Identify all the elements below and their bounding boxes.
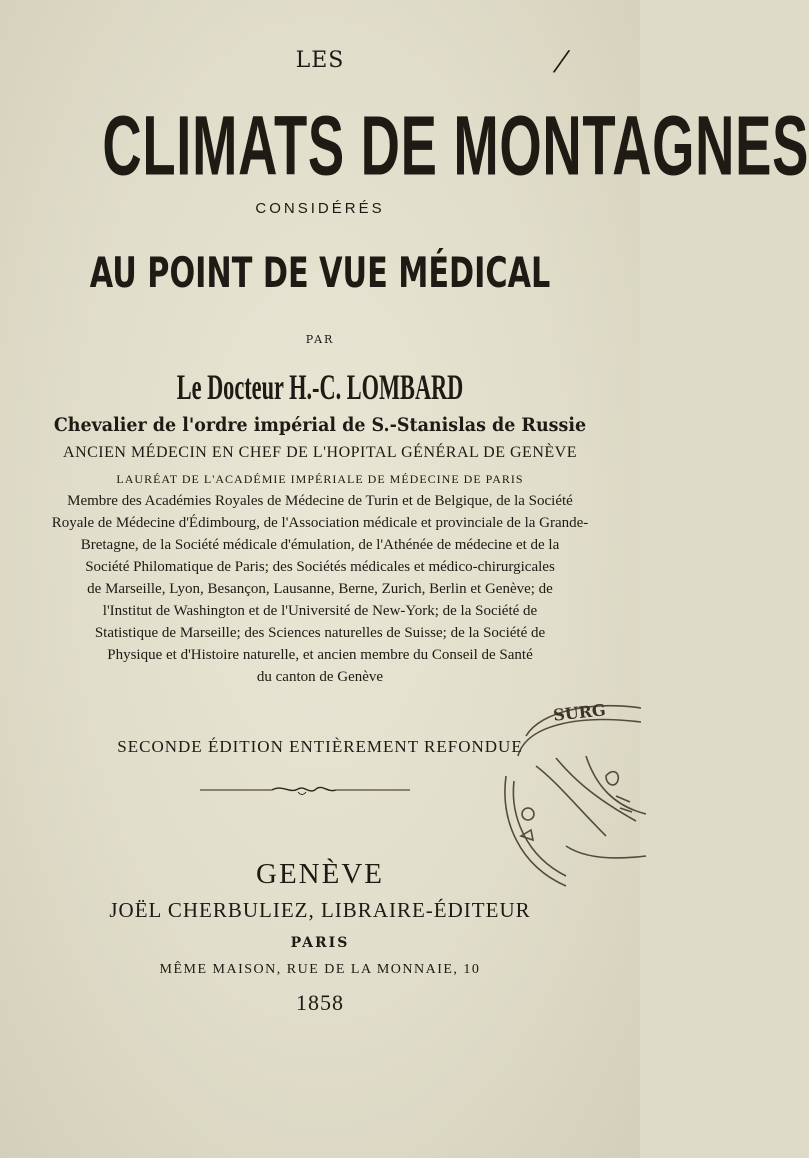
publication-year: 1858 bbox=[296, 990, 344, 1015]
edition-statement: SECONDE ÉDITION ENTIÈREMENT REFONDUE bbox=[117, 737, 523, 756]
publisher: JOËL CHERBULIEZ, LIBRAIRE-ÉDITEUR bbox=[109, 898, 531, 922]
membership-line: Statistique de Marseille; des Sciences naturelles de Suisse; de la Société de bbox=[94, 625, 546, 641]
publication-city-paris: PARIS bbox=[290, 935, 350, 951]
membership-line: l'Institut de Washington et de l'Université de New-York; de la Société de bbox=[102, 603, 538, 619]
author-honor-hospital: ANCIEN MÉDECIN EN CHEF DE L'HOPITAL GÉNÉRAL DE GENÈVE bbox=[63, 444, 577, 461]
author-honor-chevalier: Chevalier de l'ordre impérial de S.-Stanislas de Russie bbox=[53, 414, 587, 436]
author-honor-academy: LAURÉAT DE L'ACADÉMIE IMPÉRIALE DE MÉDECINE DE PARIS bbox=[116, 472, 524, 486]
title-considered: CONSIDÉRÉS bbox=[255, 200, 385, 217]
title-article: LES bbox=[295, 48, 345, 73]
library-stamp-icon bbox=[496, 696, 646, 886]
membership-line: Société Philomatique de Paris; des Sociétés médicales et médico-chirurgicales bbox=[85, 559, 555, 575]
membership-line: du canton de Genève bbox=[256, 669, 384, 685]
membership-line: Physique et d'Histoire naturelle, et ancien membre du Conseil de Santé bbox=[107, 647, 533, 663]
ornament-rule-icon bbox=[200, 780, 410, 800]
publication-city: GENÈVE bbox=[256, 858, 384, 890]
publisher-address: MÊME MAISON, RUE DE LA MONNAIE, 10 bbox=[159, 962, 481, 977]
by-label: PAR bbox=[305, 333, 335, 346]
book-title: CLIMATS DE MONTAGNES bbox=[102, 99, 809, 193]
author-name: Le Docteur H.-C. LOMBARD bbox=[176, 367, 464, 407]
book-subtitle: AU POINT DE VUE MÉDICAL bbox=[89, 248, 551, 297]
stamp-text: SURG bbox=[552, 700, 607, 725]
handwritten-mark: / bbox=[553, 40, 569, 82]
membership-line: de Marseille, Lyon, Besançon, Lausanne, Berne, Zurich, Berlin et Genève; de bbox=[87, 581, 553, 597]
membership-line: Royale de Médecine d'Édimbourg, de l'Association médicale et provinciale de la Grande- bbox=[51, 515, 589, 531]
membership-line: Membre des Académies Royales de Médecine de Turin et de Belgique, de la Société bbox=[67, 493, 573, 509]
membership-line: Bretagne, de la Société médicale d'émulation, de l'Athénée de médecine et de la bbox=[80, 537, 560, 553]
